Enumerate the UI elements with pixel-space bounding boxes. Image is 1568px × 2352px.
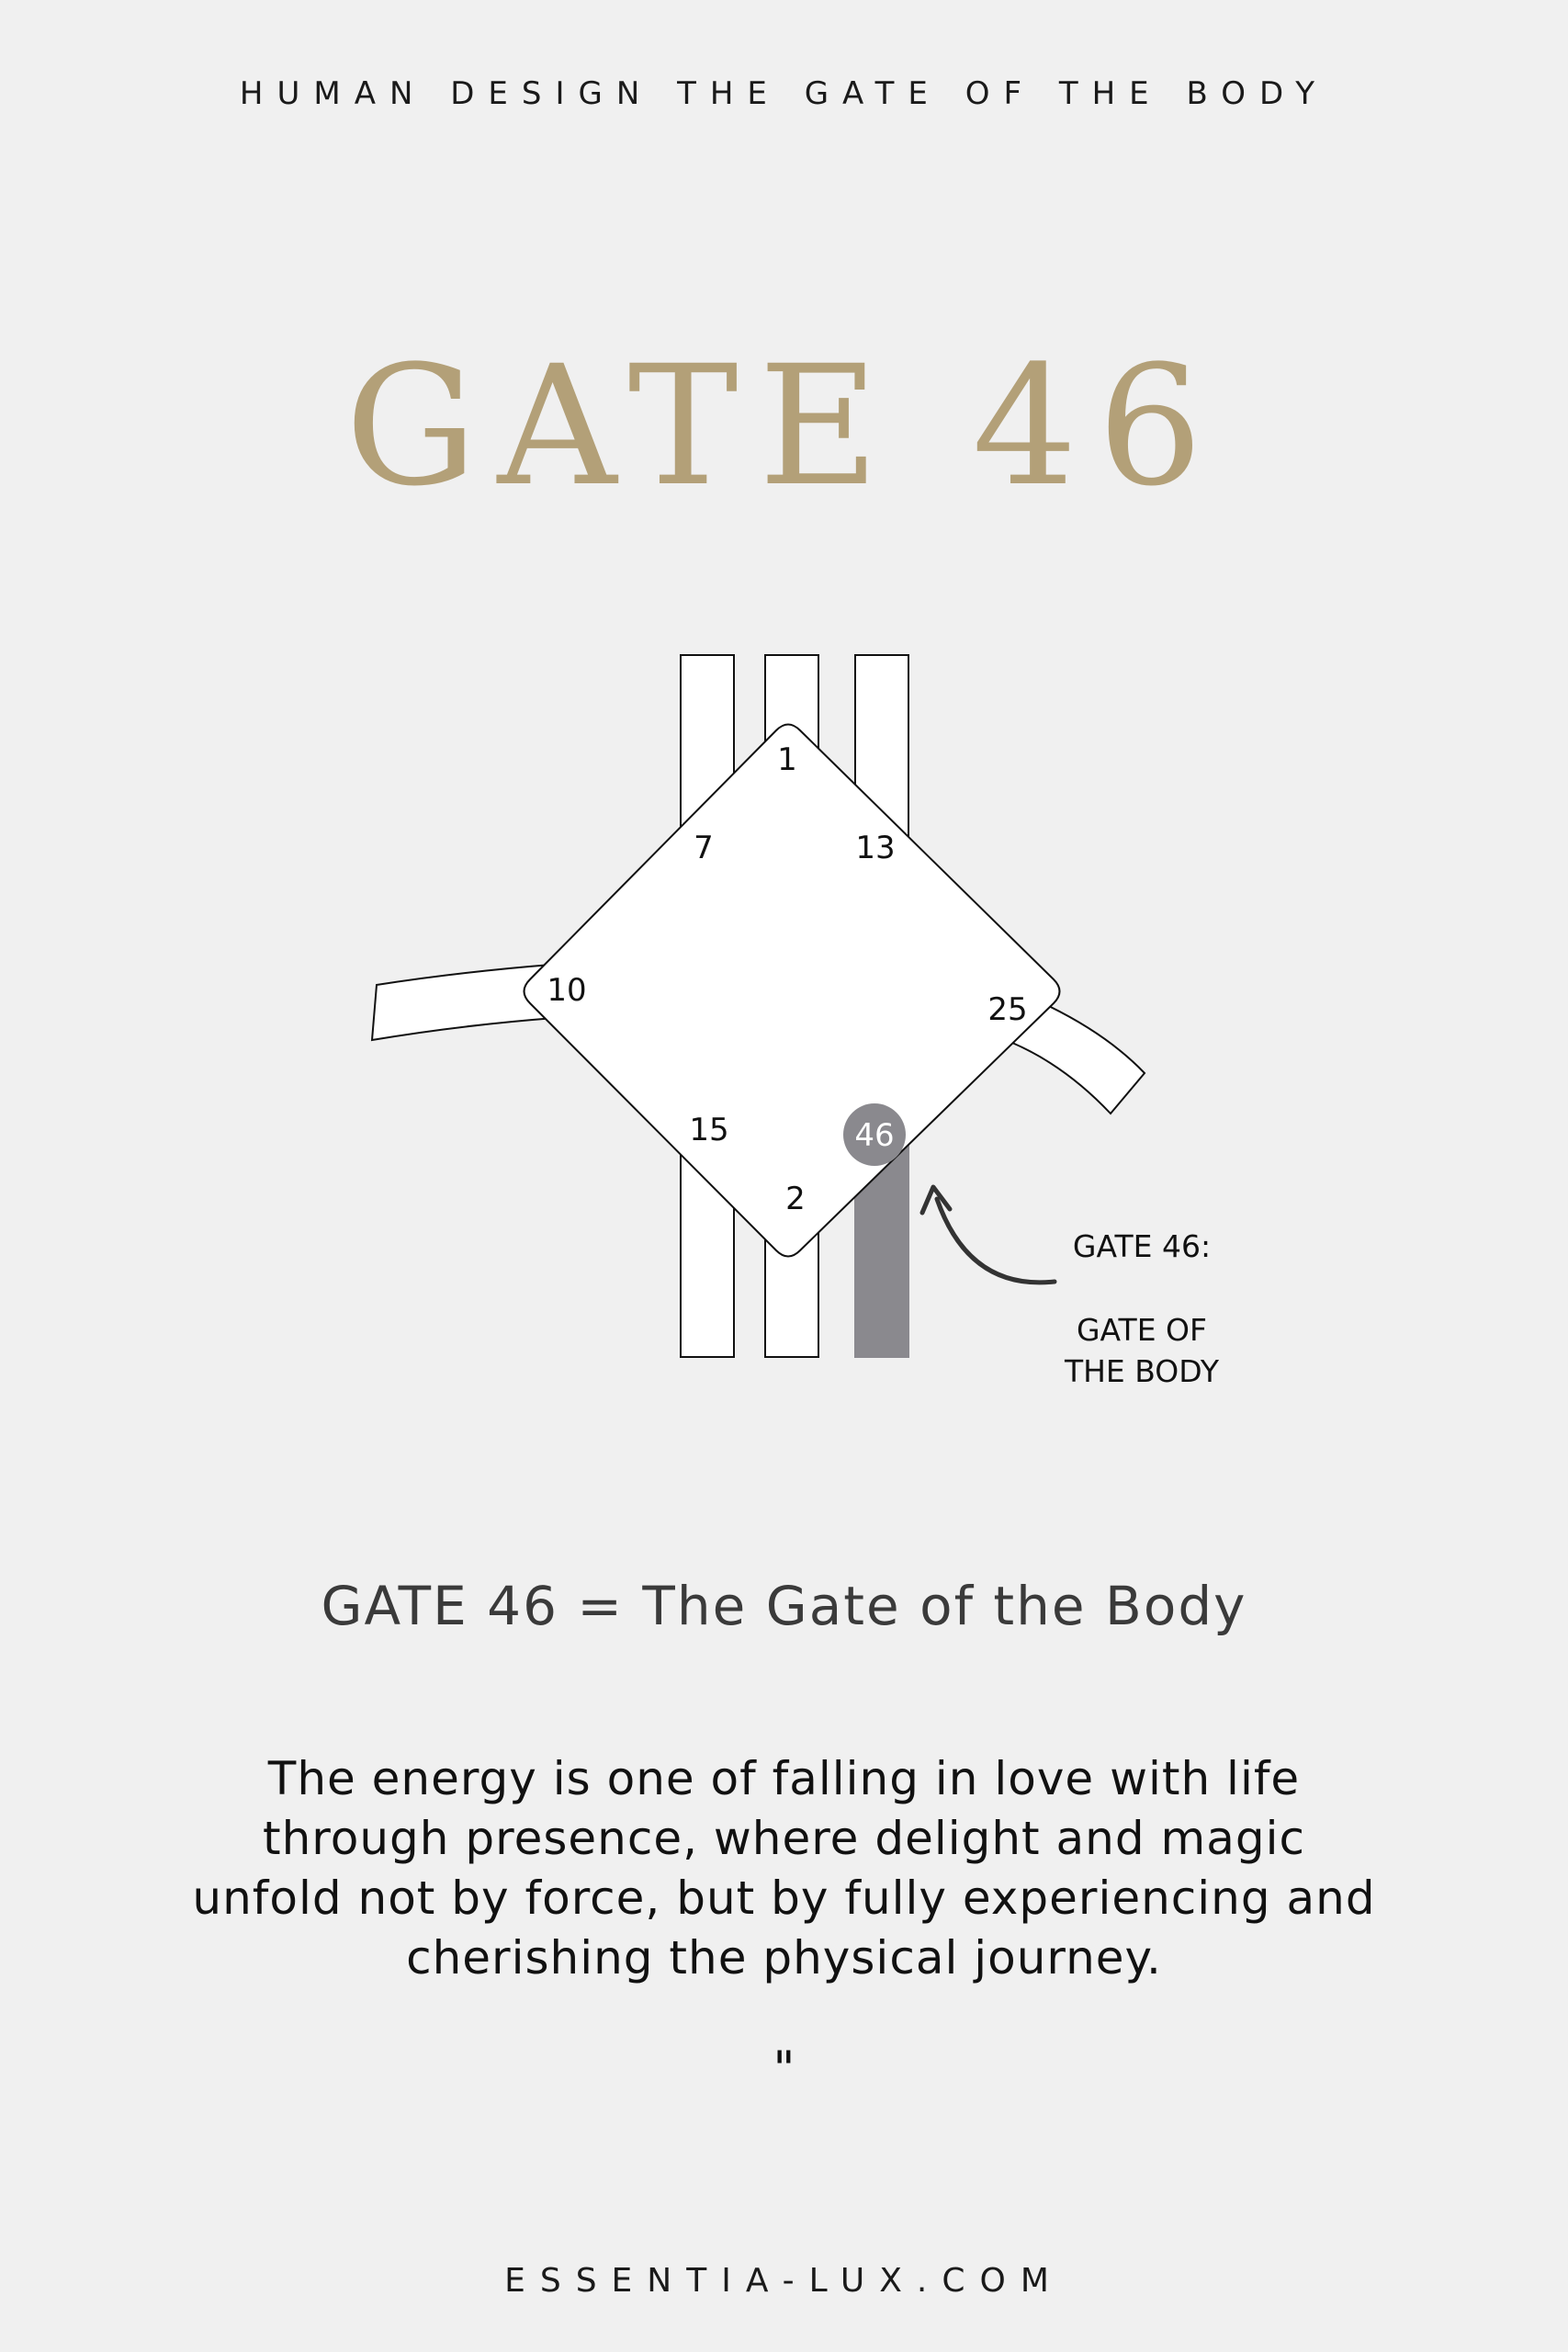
callout-line-3: THE BODY bbox=[1064, 1353, 1220, 1389]
gate-label-2: 2 bbox=[785, 1181, 806, 1217]
callout-line-1: GATE 46: bbox=[1072, 1228, 1212, 1264]
gate-label-46: 46 bbox=[854, 1117, 895, 1154]
gate-label-7: 7 bbox=[694, 830, 714, 866]
gate-label-13: 13 bbox=[855, 830, 896, 866]
g-center bbox=[525, 725, 1060, 1257]
footer-website: ESSENTIA-LUX.COM bbox=[504, 2262, 1064, 2300]
page-title: GATE 46 bbox=[344, 331, 1224, 523]
callout-arrow bbox=[937, 1199, 1055, 1283]
gate-quote: The energy is one of falling in love with life through presence, where delight and magic unfold not by force, but by fully experiencing and cherishing the physical journey. bbox=[192, 1752, 1376, 1984]
gate-definition: GATE 46 = The Gate of the Body bbox=[321, 1575, 1247, 1637]
top-header: HUMAN DESIGN THE GATE OF THE BODY bbox=[239, 75, 1329, 112]
gate-label-10: 10 bbox=[547, 972, 587, 1009]
gate-label-25: 25 bbox=[987, 991, 1028, 1028]
gate-label-15: 15 bbox=[689, 1112, 729, 1148]
quote-mark: " bbox=[773, 2041, 795, 2097]
gate-label-1: 1 bbox=[777, 741, 797, 778]
channel-gate-10 bbox=[372, 965, 555, 1040]
callout-line-2: GATE OF bbox=[1076, 1312, 1208, 1348]
